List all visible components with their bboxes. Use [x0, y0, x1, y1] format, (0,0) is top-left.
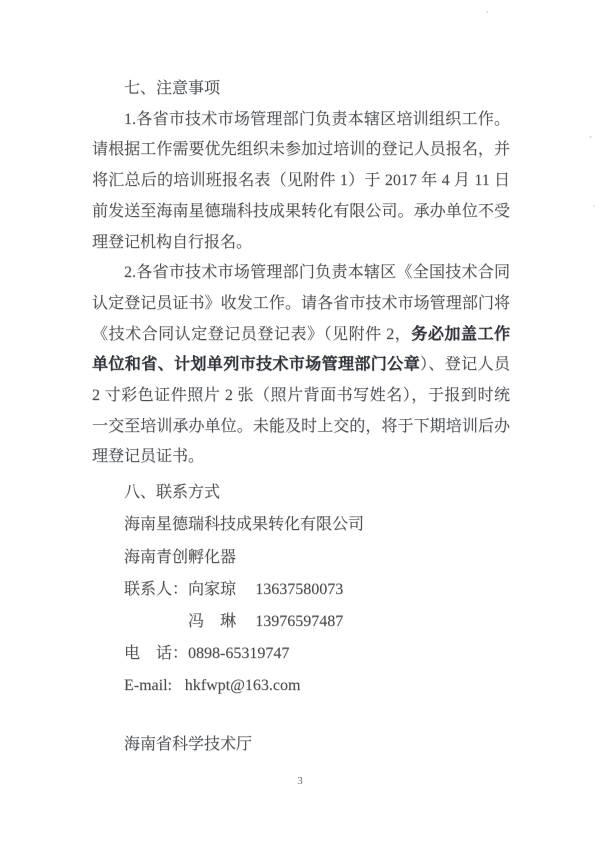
- para2-line: 一交至培训承办单位。未能及时上交的，将于下期培训后办: [92, 417, 510, 435]
- contact-section: [92, 477, 510, 761]
- para1-line: 1.各省市技术市场管理部门负责本辖区培训组织工作。: [124, 110, 510, 128]
- contact-1-name: 向家琼: [188, 580, 237, 598]
- contact-person-2: [92, 606, 510, 638]
- para1-line: 将汇总后的培训班报名表（见附件 1）于 2017 年 4 月 11 日: [92, 172, 510, 190]
- bold-emphasis-text: 单位和省、计划单列市技术市场管理部门公章: [92, 356, 420, 374]
- scan-speck: [486, 11, 488, 13]
- contact-1-phone: 13637580073: [255, 580, 344, 598]
- contact-label: 联系人：: [124, 580, 189, 598]
- section-heading-contact: 八、联系方式: [124, 484, 221, 502]
- para2-line-regular-text: 《技术合同认定登记员登记表》（见附件 2，: [92, 325, 412, 343]
- email-value: hkfwpt@163.com: [184, 677, 301, 695]
- para2-line: [92, 320, 510, 351]
- para1-line: 请根据工作需要优先组织未参加过培训的登记人员报名，并: [92, 141, 510, 159]
- email-line: [92, 670, 510, 702]
- para1-line: 理登记机构自行报名。: [92, 233, 253, 251]
- para2-line-regular-text: ）、登记人员: [419, 356, 510, 374]
- para2-line: 2.各省市技术市场管理部门负责本辖区《全国技术合同: [124, 264, 510, 282]
- incubator-line: 海南青创孵化器: [124, 548, 237, 566]
- para2-line: 认定登记员证书》收发工作。请各省市技术市场管理部门将: [92, 294, 510, 312]
- para2-line: 2 寸彩色证件照片 2 张（照片背面书写姓名），于报到时统: [92, 387, 510, 405]
- phone-line: [92, 638, 510, 670]
- scan-speck: [593, 205, 595, 207]
- page-number: 3: [297, 775, 303, 787]
- scan-speck: [589, 136, 592, 138]
- phone-label: 电 话：: [124, 645, 189, 663]
- bold-emphasis-text: 务必加盖工作: [411, 325, 510, 343]
- contact-2-phone: 13976597487: [255, 612, 344, 630]
- phone-value: 0898-65319747: [188, 645, 290, 663]
- para2-line: [92, 350, 510, 381]
- contact-person-1: [92, 574, 510, 606]
- document-body: [92, 74, 510, 761]
- company-line: 海南星德瑞科技成果转化有限公司: [124, 516, 365, 534]
- signature-line: 海南省科学技术厅: [124, 735, 253, 753]
- para2-line: 理登记员证书。: [92, 448, 205, 466]
- contact-2-name: 冯 琳: [188, 612, 237, 630]
- para1-line: 前发送至海南星德瑞科技成果转化有限公司。承办单位不受: [92, 202, 510, 220]
- email-label: E-mail:: [124, 677, 172, 695]
- section-heading-notes: 七、注意事项: [124, 80, 221, 97]
